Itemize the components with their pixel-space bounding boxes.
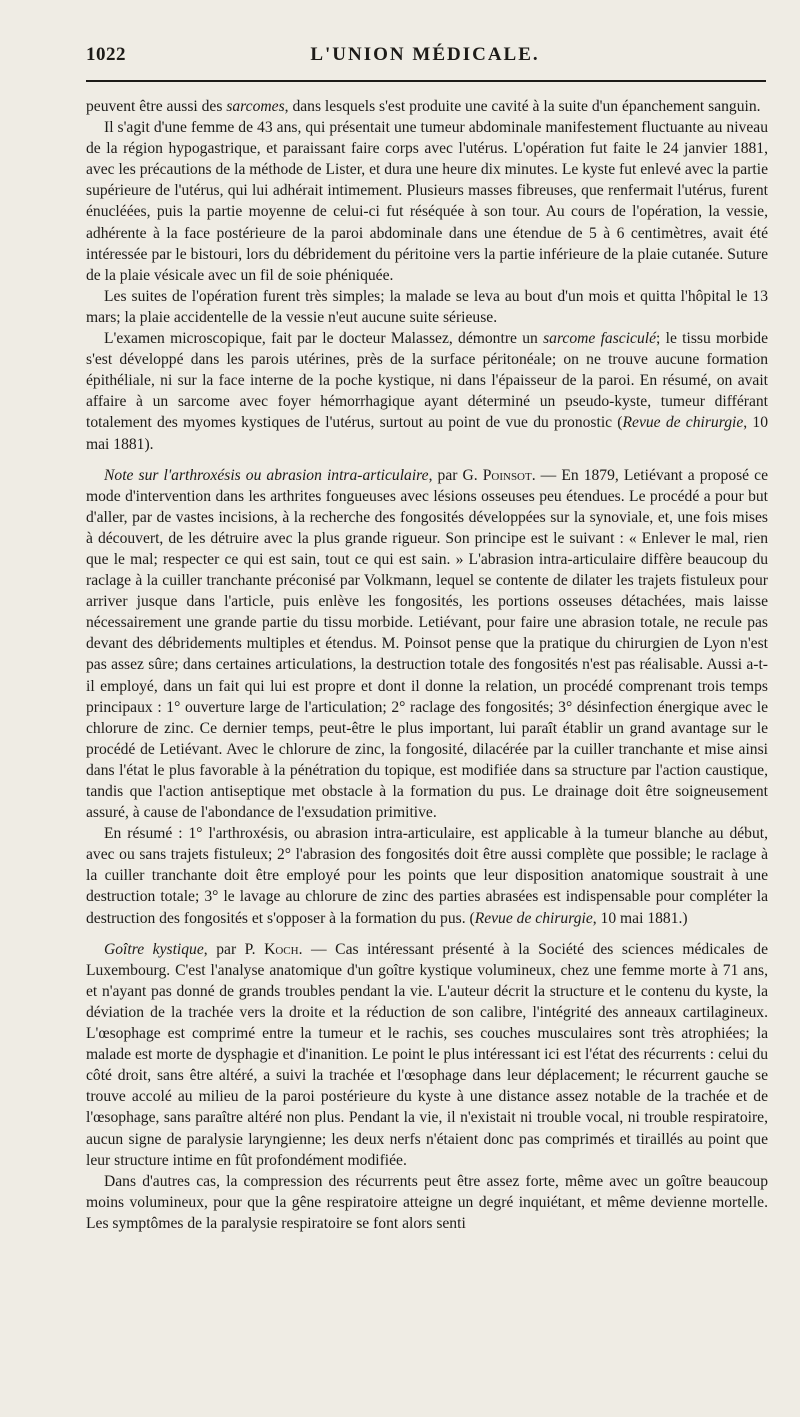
article-author: Koch [264, 940, 299, 958]
article-arthroxesis: Note sur l'arthroxésis ou abrasion intra-articulaire, par G. Poinsot. — En 1879, Letiévant a proposé ce mode d'intervention dans les arthrites fongueuses avec lésions osseuses peu étendues. Le procédé a pour but d'aller, par de vastes incisions, à la recherche des fongosités développées sur la synoviale, et, une fois mises à découvert, de les détruire avec la plus grande rigueur. Son principe est le suivant : « Enlever le mal, rien que le mal; respecter ce qui est sain, tout ce qui est sain. » L'abrasion intra-articulaire diffère beaucoup du raclage à la cuiller tranchante préconisé par Volkmann, lequel se contente de dilater les trajets fistuleux pour arriver jusque dans l'article, puis enlève les fongosités, les portions osseuses détachées, mais laisse nécessairement une grande partie du tissu morbide. Letiévant, pour faire une abrasion totale, ne recule pas devant des débridements multiples et étendus. M. Poinsot pense que la pratique du chirurgien de Lyon n'est pas assez sûre; dans certaines articulations, la destruction totale des fongosités n'est pas réalisable. Aussi a-t-il employé, dans un fait qui lui est propre et dont il donne la relation, un procédé comprenant trois temps principaux : 1° ouverture large de l'articulation; 2° raclage des fongosités; 3° désinfection énergique avec le chlorure de zinc. Ce dernier temps, peut-être le plus important, lui paraît établir un grand avantage sur le procédé de Letiévant. Avec le chlorure de zinc, la fongosité, dilacérée par la cuiller tranchante et mise ainsi dans l'état le plus favorable à la pénétration du topique, est modifiée dans sa structure par l'action caustique, tandis que l'action antiseptique met obstacle à la formation du pus. Le drainage doit être soigneusement assuré, à cause de l'abondance de l'exsudation primitive. [86, 466, 768, 822]
article-title: Goître kystique [104, 940, 204, 958]
paragraph-continued: peuvent être aussi des sarcomes, dans lesquels s'est produite une cavité à la suite d'un épanchement sanguin. [86, 98, 761, 115]
paragraph-postoperative: Les suites de l'opération furent très simples; la malade se leva au bout d'un mois et quitta l'hôpital le 13 mars; la plaie accidentelle de la vessie n'eut aucune suite sérieuse. [86, 287, 768, 326]
paragraph-case-description: Il s'agit d'une femme de 43 ans, qui présentait une tumeur abdominale manifestement fluctuante au niveau de la région hypogastrique, et paraissant faire corps avec l'utérus. L'opération fut faite le 24 janvier 1881, avec les précautions de la méthode de Lister, et dura une heure dix minutes. Le kyste fut enlevé avec la partie supérieure de l'utérus, qui lui adhérait intimement. Plusieurs masses fibreuses, que renfermait l'utérus, furent énucléées, puis la partie moyenne de celui-ci fut réséquée à son tour. Au cours de l'opération, la vessie, adhérente à la face postérieure de la paroi abdominale dans une étendue de 5 à 6 centimètres, avait été intéressée par le bistouri, lors du débridement du péritoine vers la partie inférieure de la plaie cutanée. Suture de la plaie vésicale avec un fil de soie phéniquée. [86, 119, 768, 284]
paragraph-summary: En résumé : 1° l'arthroxésis, ou abrasion intra-articulaire, est applicable à la tumeur blanche au début, avec ou sans trajets fistuleux; 2° l'abrasion des fongosités doit être aussi complète que possible; le raclage à la cuiller tranchante doit être employé pour les points que leur disposition anatomique soustrait à une destruction totale; 3° le lavage au chlorure de zinc des parties abrasées est indispensable pour compléter la destruction des fongosités et s'opposer à la formation du pus. (Revue de chirurgie, 10 mai 1881.) [86, 825, 768, 927]
article-title: Note sur l'arthroxésis ou abrasion intra-articulaire [104, 466, 429, 484]
running-title: L'UNION MÉDICALE. [310, 44, 540, 65]
page-number: 1022 [86, 44, 126, 65]
paragraph-microscopic-exam: L'examen microscopique, fait par le docteur Malassez, démontre un sarcome fasciculé; le tissu morbide s'est développé dans les parois utérines, près de la surface péritonéale; on ne trouve aucune formation épithéliale, ni sur la face interne de la poche kystique, ni dans l'épaisseur de la paroi. En résumé, on avait affaire à un sarcome avec foyer hémorrhagique ayant déterminé un pseudo-kyste, tumeur différant totalement des myomes kystiques de l'utérus, surtout au point de vue du pronostic (Revue de chirurgie, 10 mai 1881). [86, 330, 768, 453]
article-goitre-kystique: Goître kystique, par P. Koch. — Cas intéressant présenté à la Société des sciences médicales de Luxembourg. C'est l'analyse anatomique d'un goître kystique volumineux, chez une femme morte à 71 ans, et n'ayant pas donné de grands troubles pendant la vie. L'auteur décrit la structure et le contenu du kyste, la déviation de la trachée vers la droite et la réduction de son calibre, l'intégrité des anneaux cartilagineux. L'œsophage est comprimé entre la tumeur et le rachis, ses couches musculaires sont très atrophiées; la malade est morte de dysphagie et d'inanition. Le point le plus intéressant ici est l'état des récurrents : celui du côté droit, sans être altéré, a suivi la trachée et l'œsophage dans leur déplacement; le récurrent gauche se trouve accolé au milieu de la paroi postérieure du kyste à une distance assez notable de la trachée et de l'œsophage, sans paraître altéré non plus. Pendant la vie, il n'existait ni trouble vocal, ni trouble respiratoire, aucun signe de paralysie laryngienne; les deux nerfs n'étaient donc pas comprimés et tiraillés au point que leur structure intime en fût profondément modifiée. [86, 940, 768, 1169]
article-author: Poinsot [482, 466, 532, 484]
header-rule [86, 80, 766, 82]
page-body [86, 96, 768, 1234]
paragraph-other-cases: Dans d'autres cas, la compression des récurrents peut être assez forte, même avec un goître beaucoup moins volumineux, pour que la gêne respiratoire atteigne un degré inquiétant, et même devienne mortelle. Les symptômes de la paralysie respiratoire se font alors senti [86, 1172, 768, 1232]
page-header [86, 0, 764, 78]
